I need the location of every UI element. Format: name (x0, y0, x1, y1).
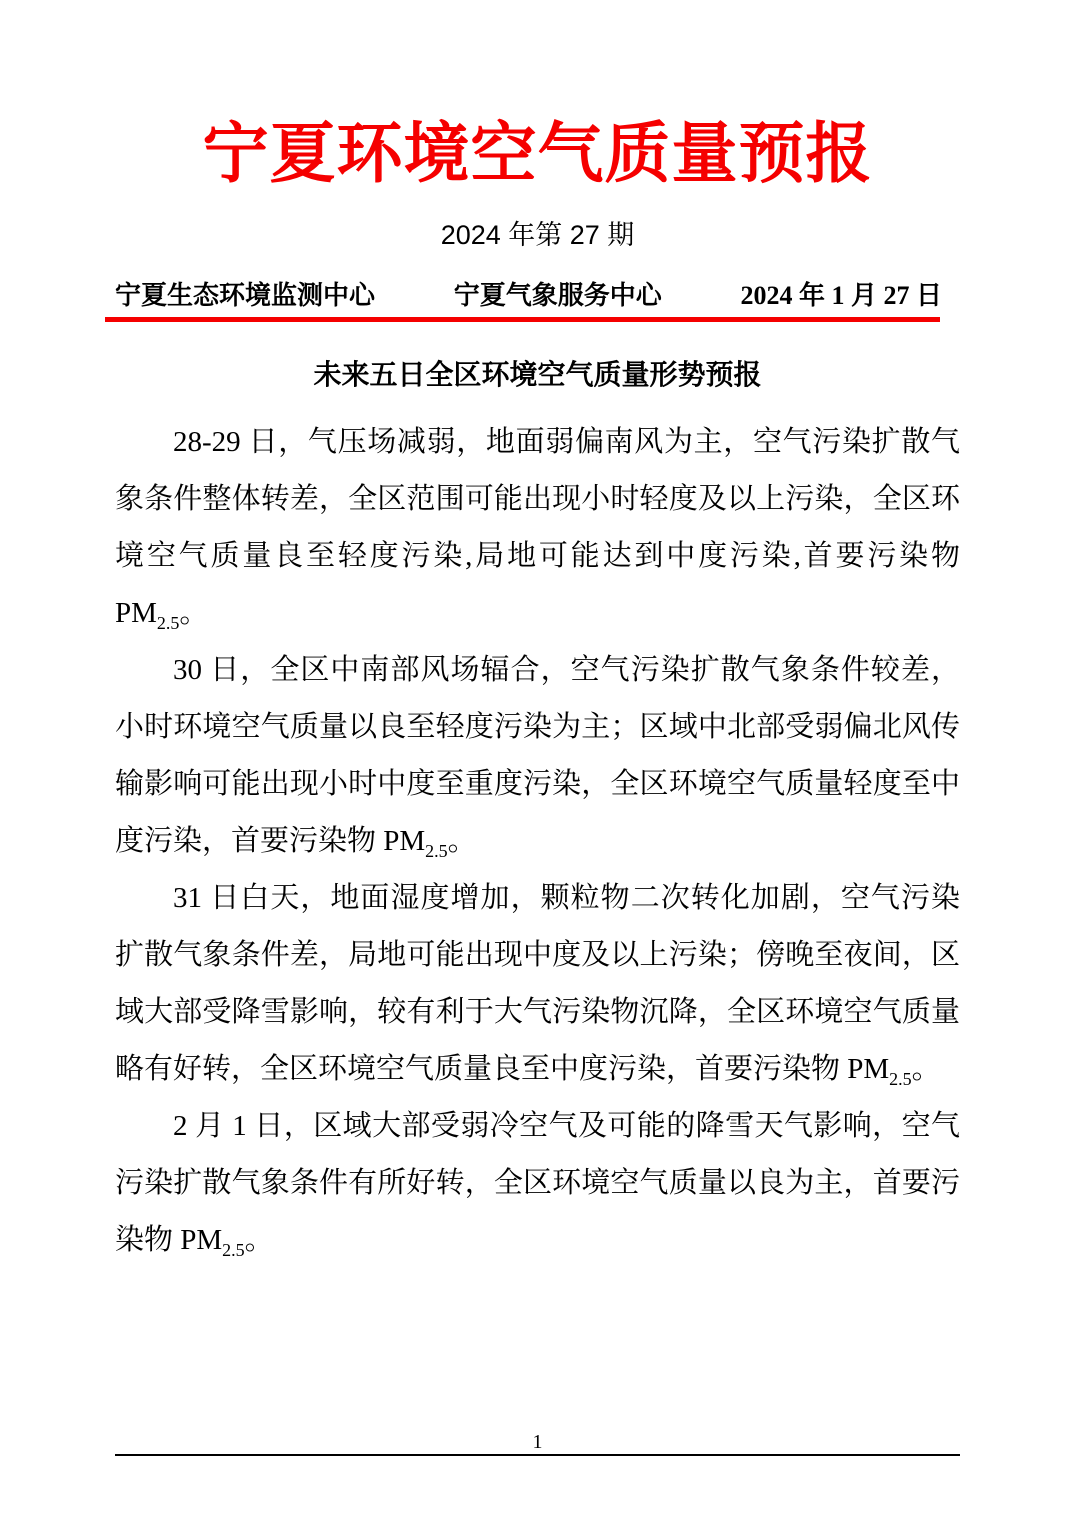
pm25-subscript: 2.5 (425, 840, 448, 861)
page-number: 1 (115, 1431, 960, 1456)
document-title: 宁夏环境空气质量预报 (202, 118, 873, 191)
pm25-subscript: 2.5 (156, 612, 180, 633)
issue-number: 2024 年第 27 期 (440, 219, 635, 250)
body-paragraph: 28-29 日，气压场减弱，地面弱偏南风为主，空气污染扩散气象条件整体转差，全区范围可能出现小时轻度及以上污染，全区环境空气质量良至轻度污染,局地可能达到中度污染,首要污染物 $PM_{2.5}$。 (115, 425, 960, 633)
issuer-org-left: 宁夏生态环境监测中心 (115, 279, 376, 310)
body-paragraph: 31 日白天，地面湿度增加，颗粒物二次转化加剧，空气污染扩散气象条件差，局地可能出现中度及以上污染；傍晚至夜间，区域大部受降雪影响，较有利于大气污染物沉降，全区环境空气质量略有好转，全区环境空气质量良至中度污染，首要污染物 $PM_{2.5}$。 (115, 881, 960, 1089)
issuer-org-center: 宁夏气象服务中心 (453, 279, 662, 310)
section-heading: 未来五日全区环境空气质量形势预报 (313, 359, 762, 391)
issue-date: 2024 年 1 月 27 日 (740, 280, 942, 310)
body-paragraphs (115, 414, 960, 1269)
body-paragraph: 30 日，全区中南部风场辐合，空气污染扩散气象条件较差，小时环境空气质量以良至轻度污染为主；区域中北部受弱偏北风传输影响可能出现小时中度至重度污染，全区环境空气质量轻度至中度污染，首要污染物 $PM_{2.5}$。 (115, 653, 960, 861)
header-rule (105, 317, 940, 322)
pm25-subscript: 2.5 (889, 1068, 912, 1089)
pm25-subscript: 2.5 (222, 1239, 245, 1260)
body-paragraph: 2 月 1 日，区域大部受弱冷空气及可能的降雪天气影响，空气污染扩散气象条件有所好转，全区环境空气质量以良为主，首要污染物 $PM_{2.5}$。 (115, 1109, 960, 1260)
issuer-row (115, 280, 960, 311)
